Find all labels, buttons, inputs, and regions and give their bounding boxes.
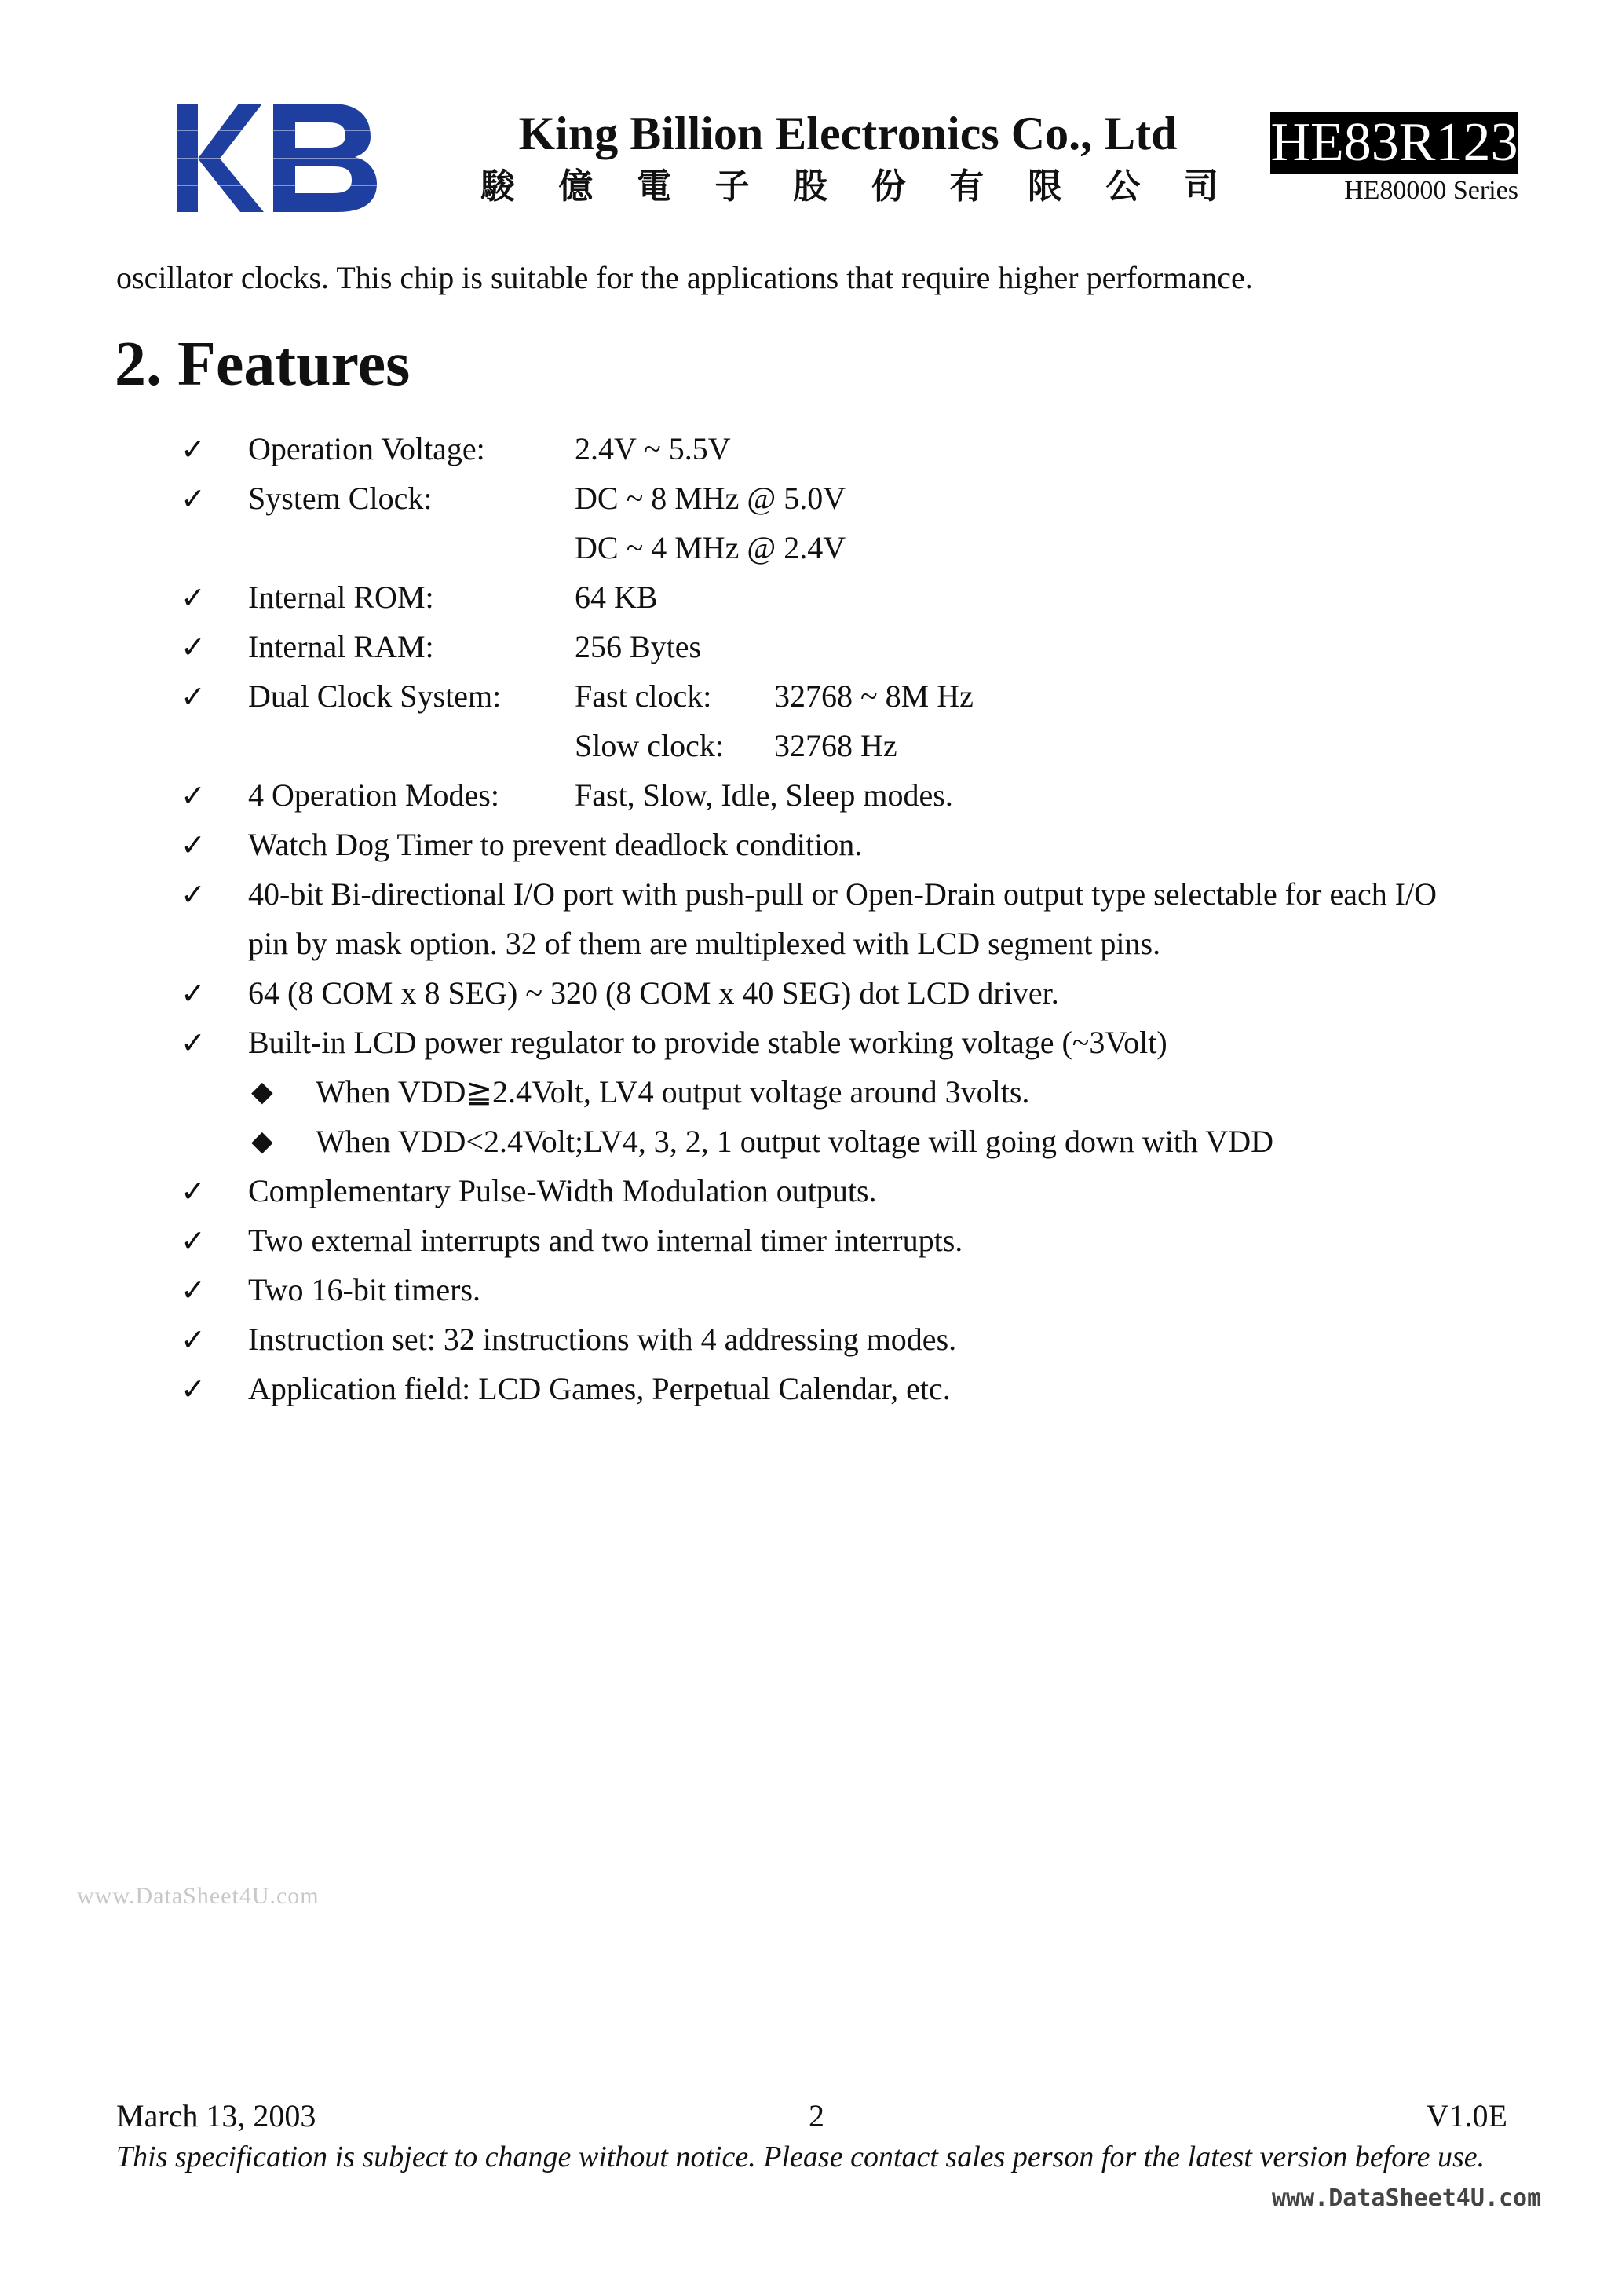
checkmark-icon: ✓ [181,778,206,813]
feature-item [0,1316,1622,1366]
company-name-english: King Billion Electronics Co., Ltd [518,108,1178,159]
document-version: V1.0E [1426,2098,1507,2133]
feature-item [0,475,1622,525]
company-logo [177,102,377,214]
checkmark-icon: ✓ [181,877,206,912]
feature-value: Fast, Slow, Idle, Sleep modes. [575,777,953,813]
feature-value: 64 KB [575,579,658,615]
feature-item [0,623,1622,673]
checkmark-icon: ✓ [181,1273,206,1307]
feature-continuation [0,525,1622,574]
website-link[interactable]: www.DataSheet4U.com [1272,2184,1542,2212]
feature-continuation [0,920,1622,970]
page-number: 2 [809,2098,824,2133]
fast-clock-label: Fast clock: [575,678,712,714]
slow-clock-label: Slow clock: [575,728,724,763]
feature-text: pin by mask option. 32 of them are multiplexed with LCD segment pins. [248,926,1161,961]
feature-text: Complementary Pulse-Width Modulation outputs. [248,1173,877,1208]
sub-bullet-text: When VDD≧2.4Volt, LV4 output voltage around 3volts. [316,1074,1030,1110]
checkmark-icon: ✓ [181,1026,206,1060]
feature-text: Two 16-bit timers. [248,1272,481,1307]
feature-item [0,1019,1622,1069]
checkmark-icon: ✓ [181,580,206,615]
sub-bullet-item [0,1069,1622,1118]
kb-logo-graphic [177,102,377,214]
feature-item [0,1217,1622,1267]
checkmark-icon: ✓ [181,679,206,714]
checkmark-icon: ✓ [181,630,206,664]
intro-paragraph: oscillator clocks. This chip is suitable for the applications that require higher performance. [116,260,1253,295]
zh-char: 有 [949,166,985,207]
feature-item [0,1168,1622,1217]
feature-text: Built-in LCD power regulator to provide stable working voltage (~3Volt) [248,1025,1167,1060]
feature-text: 64 (8 COM x 8 SEG) ~ 320 (8 COM x 40 SEG) dot LCD driver. [248,975,1059,1011]
feature-item [0,772,1622,821]
checkmark-icon: ✓ [181,1223,206,1258]
feature-text: Watch Dog Timer to prevent deadlock condition. [248,827,863,862]
feature-label: Internal RAM: [248,629,434,664]
feature-text: 40-bit Bi-directional I/O port with push-pull or Open-Drain output type selectable for each I/O [248,876,1438,912]
zh-char: 份 [871,166,906,207]
feature-label: 4 Operation Modes: [248,777,499,813]
checkmark-icon: ✓ [181,1372,206,1406]
fast-clock-value: 32768 ~ 8M Hz [774,678,974,714]
feature-label: Operation Voltage: [248,431,485,466]
feature-item [0,426,1622,475]
zh-char: 股 [793,166,828,207]
series-label: HE80000 Series [1344,176,1518,205]
feature-text: Application field: LCD Games, Perpetual Calendar, etc. [248,1371,951,1406]
checkmark-icon: ✓ [181,1174,206,1208]
diamond-bullet-icon: ◆ [251,1125,273,1157]
zh-char: 司 [1183,166,1218,207]
features-list [0,426,1622,1415]
checkmark-icon: ✓ [181,976,206,1011]
checkmark-icon: ✓ [181,432,206,466]
checkmark-icon: ✓ [181,481,206,516]
model-number-badge: HE83R123 [1270,112,1518,173]
feature-label: Internal ROM: [248,579,434,615]
feature-text: Instruction set: 32 instructions with 4 addressing modes. [248,1322,957,1357]
feature-item [0,970,1622,1019]
disclaimer-note: This specification is subject to change without notice. Please contact sales person for the latest version before use. [116,2141,1485,2174]
feature-item [0,673,1622,722]
slow-clock-value: 32768 Hz [774,728,897,763]
zh-char: 電 [637,166,672,207]
feature-item [0,1267,1622,1316]
zh-char: 駿 [480,166,515,207]
feature-item [0,1366,1622,1415]
diamond-bullet-icon: ◆ [251,1076,273,1108]
checkmark-icon: ✓ [181,1322,206,1357]
feature-label: System Clock: [248,481,433,516]
zh-char: 公 [1105,166,1141,207]
feature-value: DC ~ 8 MHz @ 5.0V [575,481,846,516]
zh-char: 限 [1027,166,1062,207]
sub-bullet-text: When VDD<2.4Volt;LV4, 3, 2, 1 output voltage will going down with VDD [316,1124,1273,1159]
feature-item [0,821,1622,871]
feature-label: Dual Clock System: [248,678,502,714]
zh-char: 億 [558,166,594,207]
section-heading: 2. Features [115,330,411,399]
feature-value: DC ~ 4 MHz @ 2.4V [575,530,846,565]
footer-date: March 13, 2003 [116,2098,316,2133]
feature-text: Two external interrupts and two internal timer interrupts. [248,1223,963,1258]
feature-continuation [0,722,1622,772]
watermark-text: www.DataSheet4U.com [77,1883,320,1909]
company-name-chinese [480,163,1218,210]
feature-value: 256 Bytes [575,629,702,664]
feature-value: 2.4V ~ 5.5V [575,431,731,466]
feature-item [0,574,1622,623]
sub-bullet-item [0,1118,1622,1168]
zh-char: 子 [714,166,750,207]
feature-item [0,871,1622,920]
checkmark-icon: ✓ [181,828,206,862]
